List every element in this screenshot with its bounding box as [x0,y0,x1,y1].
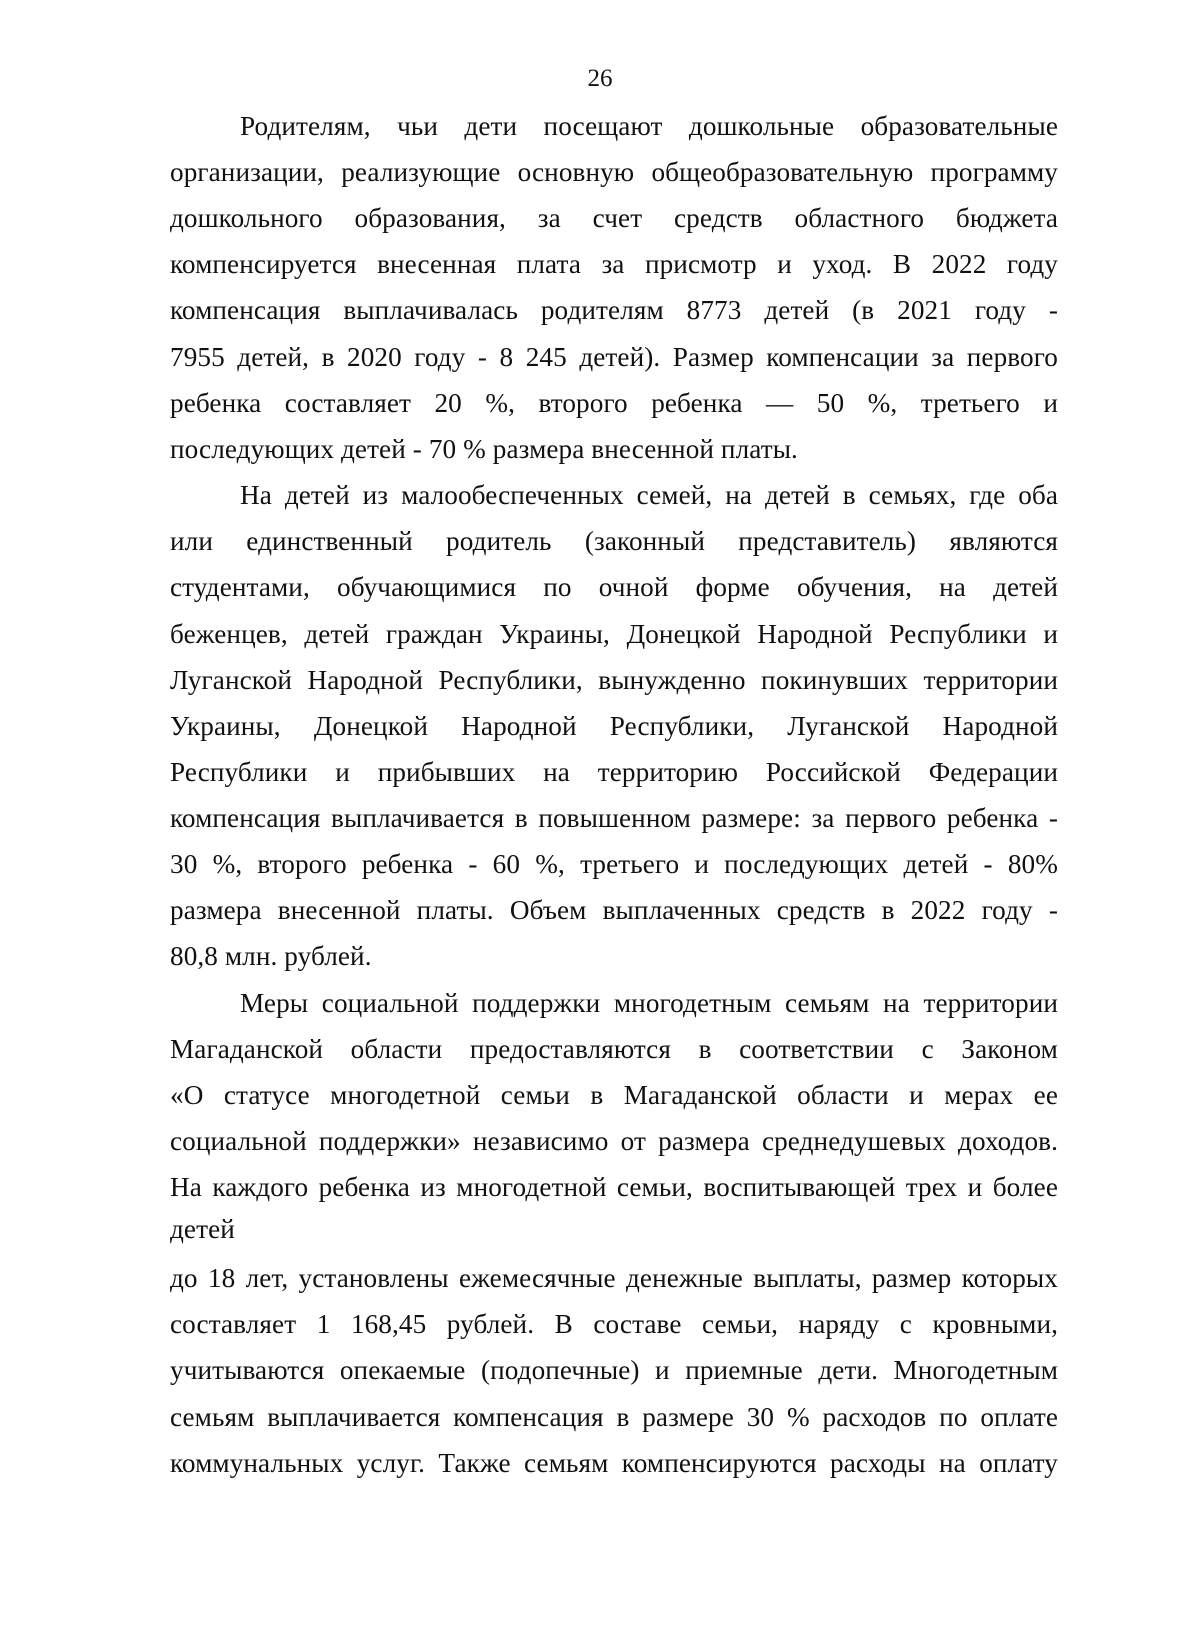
text-line: до 18 лет, установлены ежемесячные денежные выплаты, размер которых [170,1263,1058,1293]
text-line: составляет 1 168,45 рублей. В составе семьи, наряду с кровными, [170,1309,1058,1339]
text-line: дошкольного образования, за счет средств областного бюджета [170,203,1058,233]
text-line: Магаданской области предоставляются в соответствии с Законом [170,1034,1058,1064]
text-line: Родителям, чьи дети посещают дошкольные образовательные [240,111,1058,141]
text-line: Меры социальной поддержки многодетным семьям на территории [240,988,1058,1018]
text-line: Луганской Народной Республики, вынужденно покинувших территории [170,665,1058,695]
text-line: Украины, Донецкой Народной Республики, Луганской Народной [170,711,1058,741]
text-line: детей [170,1214,235,1244]
text-line: 30 %, второго ребенка - 60 %, третьего и последующих детей - 80% [170,849,1058,879]
text-line: последующих детей - 70 % размера внесенной платы. [170,434,798,464]
text-line: организации, реализующие основную общеобразовательную программу [170,157,1058,187]
text-line: ребенка составляет 20 %, второго ребенка — 50 %, третьего и [170,388,1058,418]
text-line: 80,8 млн. рублей. [170,941,372,971]
text-line: беженцев, детей граждан Украины, Донецкой Народной Республики и [170,619,1058,649]
text-line: или единственный родитель (законный представитель) являются [170,526,1058,556]
page-number: 26 [587,65,613,92]
text-line: размера внесенной платы. Объем выплаченных средств в 2022 году - [170,895,1058,925]
text-line: На каждого ребенка из многодетной семьи, воспитывающей трех и более [170,1172,1058,1202]
text-line: 7955 детей, в 2020 году - 8 245 детей). Размер компенсации за первого [170,342,1058,372]
text-line: учитываются опекаемые (подопечные) и приемные дети. Многодетным [170,1355,1058,1385]
text-line: компенсация выплачивалась родителям 8773 детей (в 2021 году - [170,295,1058,325]
text-line: компенсация выплачивается в повышенном размере: за первого ребенка - [170,803,1058,833]
text-line: На детей из малообеспеченных семей, на детей в семьях, где оба [240,480,1058,510]
text-line: коммунальных услуг. Также семьям компенсируются расходы на оплату [170,1448,1058,1478]
text-line: «О статусе многодетной семьи в Магаданской области и мерах ее [170,1080,1058,1110]
text-line: студентами, обучающимися по очной форме обучения, на детей [170,572,1058,602]
text-line: Республики и прибывших на территорию Российской Федерации [170,757,1058,787]
text-line: социальной поддержки» независимо от размера среднедушевых доходов. [170,1126,1058,1156]
text-line: семьям выплачивается компенсация в размере 30 % расходов по оплате [170,1402,1058,1432]
text-line: компенсируется внесенная плата за присмотр и уход. В 2022 году [170,249,1058,279]
